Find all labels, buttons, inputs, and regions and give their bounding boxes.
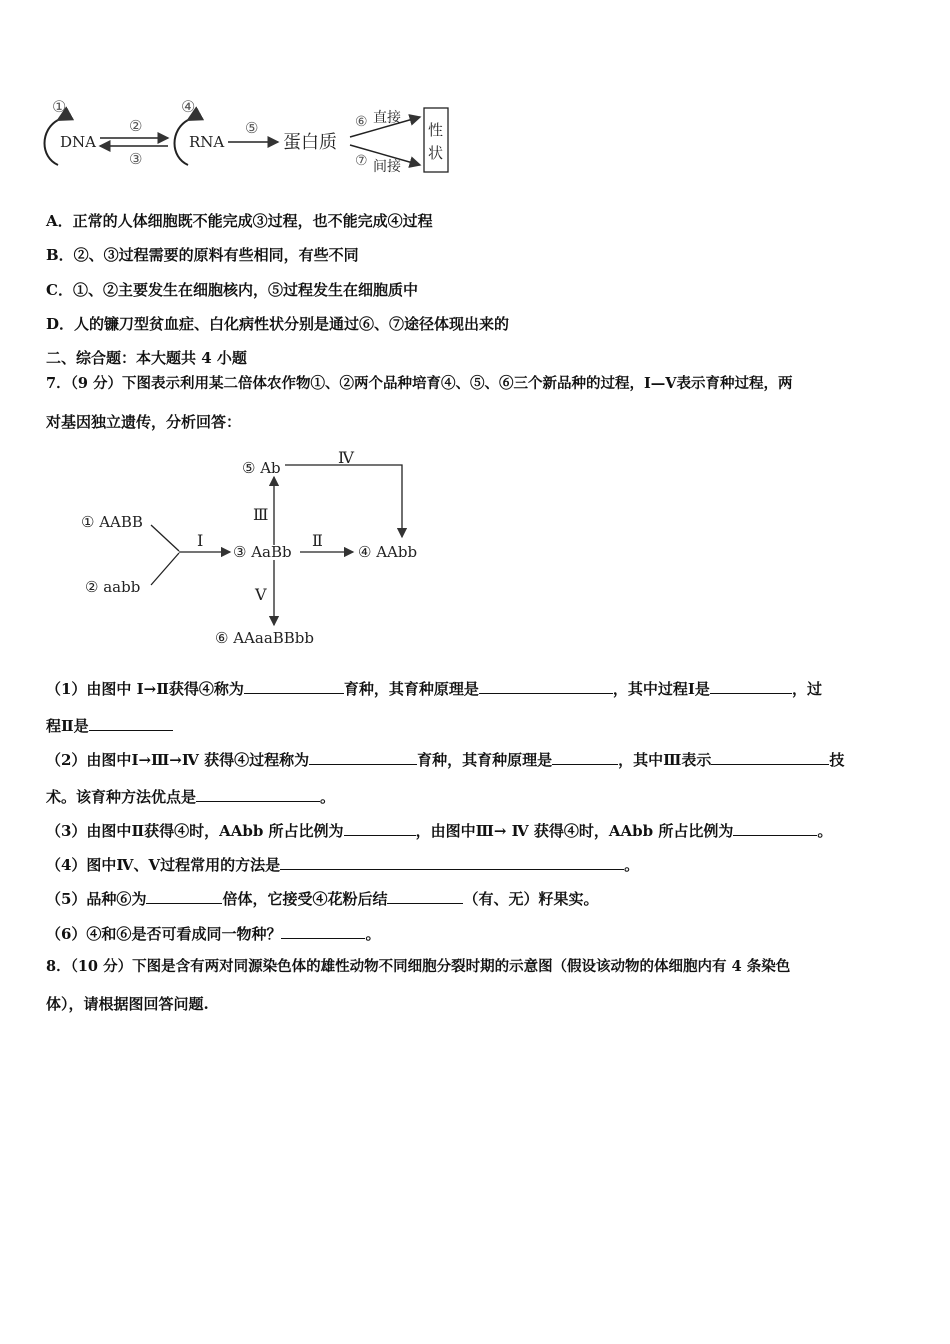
parent-1: ① AABB bbox=[81, 513, 143, 531]
s4-part-a: （4）图中Ⅳ、Ⅴ过程常用的方法是 bbox=[46, 856, 281, 874]
s2-part-f: 。 bbox=[320, 788, 336, 806]
trait-bottom: 状 bbox=[428, 144, 444, 162]
q7-s2-line1 bbox=[46, 748, 844, 770]
trait-top: 性 bbox=[428, 121, 444, 139]
s2-part-d: 技 bbox=[829, 751, 845, 769]
q8-text1: 8．（10 分）下图是含有两对同源染色体的雄性动物不同细胞分裂时期的示意图（假设该动物的体细胞内有 4 条染色 bbox=[46, 958, 791, 975]
route-5-label: Ⅴ bbox=[255, 585, 267, 604]
label-4: ④ bbox=[181, 97, 196, 116]
answer-blank-6[interactable] bbox=[552, 748, 618, 765]
q7-s5-line bbox=[46, 887, 598, 909]
option-a: A．正常的人体细胞既不能完成③过程，也不能完成④过程 bbox=[46, 212, 433, 230]
s1-part-a: （1）由图中 Ⅰ→Ⅱ获得④称为 bbox=[46, 680, 244, 698]
s5-part-b: 倍体，它接受④花粉后结 bbox=[222, 890, 388, 908]
indirect-label: 间接 bbox=[373, 159, 401, 175]
rna-replication-arc bbox=[175, 120, 189, 165]
label-2: ② bbox=[129, 117, 143, 135]
answer-blank-11[interactable] bbox=[280, 853, 624, 870]
q7-s6-line bbox=[46, 922, 380, 944]
label-5: ⑤ bbox=[245, 119, 259, 137]
label-6: ⑥ bbox=[355, 114, 368, 130]
s6-part-b: 。 bbox=[365, 925, 381, 943]
product-4: ④ AAbb bbox=[358, 543, 418, 561]
s3-part-c: 。 bbox=[817, 822, 833, 840]
route-3-label: Ⅲ bbox=[253, 505, 269, 524]
q8-line2: 体），请根据图回答问题. bbox=[46, 995, 209, 1013]
answer-blank-7[interactable] bbox=[711, 748, 829, 765]
q7-s1-line1 bbox=[46, 677, 822, 699]
s5-part-c: （有、无）籽果实。 bbox=[463, 890, 599, 908]
parent-2: ② aabb bbox=[85, 578, 141, 596]
s1-part-c: ，其中过程Ⅰ是 bbox=[612, 680, 710, 698]
cross-line-1 bbox=[151, 525, 179, 551]
s5-part-a: （5）品种⑥为 bbox=[46, 890, 147, 908]
trait-box bbox=[424, 108, 448, 172]
s1-part-b: 育种，其育种原理是 bbox=[343, 680, 479, 698]
answer-blank-1[interactable] bbox=[244, 677, 344, 694]
central-dogma-diagram bbox=[40, 95, 470, 185]
s2-part-b: 育种，其育种原理是 bbox=[417, 751, 553, 769]
q7-s1-line2 bbox=[46, 714, 173, 736]
option-b: B．②、③过程需要的原料有些相同，有些不同 bbox=[46, 246, 359, 264]
protein-label: 蛋白质 bbox=[283, 132, 337, 153]
hybrid-3: ③ AaBb bbox=[233, 543, 292, 561]
replication-arc bbox=[45, 120, 59, 165]
route-4-line bbox=[285, 465, 402, 537]
route-1-label: Ⅰ bbox=[197, 531, 204, 550]
option-d: D．人的镰刀型贫血症、白化病性状分别是通过⑥、⑦途径体现出来的 bbox=[46, 315, 510, 333]
answer-blank-12[interactable] bbox=[146, 887, 222, 904]
q7-text1: 7．（9 分）下图表示利用某二倍体农作物①、②两个品种培育④、⑤、⑥三个新品种的过程，Ⅰ—Ⅴ表示育种过程，两 bbox=[46, 375, 793, 392]
rna-label: RNA bbox=[189, 133, 225, 151]
direct-label: 直接 bbox=[373, 110, 401, 126]
q7-line2: 对基因独立遗传，分析回答： bbox=[46, 413, 242, 431]
cross-line-2 bbox=[151, 553, 179, 585]
answer-blank-13[interactable] bbox=[387, 887, 463, 904]
label-1: ① bbox=[52, 97, 67, 116]
answer-blank-9[interactable] bbox=[344, 819, 416, 836]
s1-part-e: 程Ⅱ是 bbox=[46, 717, 89, 735]
s2-part-a: （2）由图中Ⅰ→Ⅲ→Ⅳ 获得④过程称为 bbox=[46, 751, 310, 769]
answer-blank-10[interactable] bbox=[733, 819, 817, 836]
answer-blank-5[interactable] bbox=[309, 748, 417, 765]
s4-part-b: 。 bbox=[624, 856, 640, 874]
q7-s3-line bbox=[46, 819, 832, 841]
s2-part-c: ，其中Ⅲ表示 bbox=[618, 751, 712, 769]
product-5: ⑤ Ab bbox=[242, 459, 281, 477]
answer-blank-3[interactable] bbox=[710, 677, 792, 694]
answer-blank-8[interactable] bbox=[196, 785, 320, 802]
s1-part-d: ，过 bbox=[791, 680, 822, 698]
section-title: 二、综合题：本大题共 4 小题 bbox=[46, 349, 247, 367]
s2-part-e: 术。该育种方法优点是 bbox=[46, 788, 197, 806]
route-4-label: Ⅳ bbox=[338, 448, 354, 467]
q7-line1 bbox=[46, 374, 793, 394]
option-c: C．①、②主要发生在细胞核内，⑤过程发生在细胞质中 bbox=[46, 281, 418, 299]
dna-label: DNA bbox=[60, 133, 96, 151]
label-3: ③ bbox=[129, 150, 143, 168]
q8-line1 bbox=[46, 957, 790, 977]
s3-part-b: ，由图中Ⅲ→ Ⅳ 获得④时，AAbb 所占比例为 bbox=[415, 822, 734, 840]
s3-part-a: （3）由图中Ⅱ获得④时，AAbb 所占比例为 bbox=[46, 822, 344, 840]
product-6: ⑥ AAaaBBbb bbox=[215, 629, 315, 647]
label-7: ⑦ bbox=[355, 153, 368, 169]
answer-blank-14[interactable] bbox=[281, 922, 365, 939]
breeding-diagram bbox=[75, 445, 455, 655]
answer-blank-2[interactable] bbox=[479, 677, 613, 694]
answer-blank-4[interactable] bbox=[89, 714, 173, 731]
q7-s2-line2 bbox=[46, 785, 335, 807]
s6-part-a: （6）④和⑥是否可看成同一物种？ bbox=[46, 925, 282, 943]
q7-s4-line bbox=[46, 853, 639, 875]
route-2-label: Ⅱ bbox=[312, 531, 323, 550]
